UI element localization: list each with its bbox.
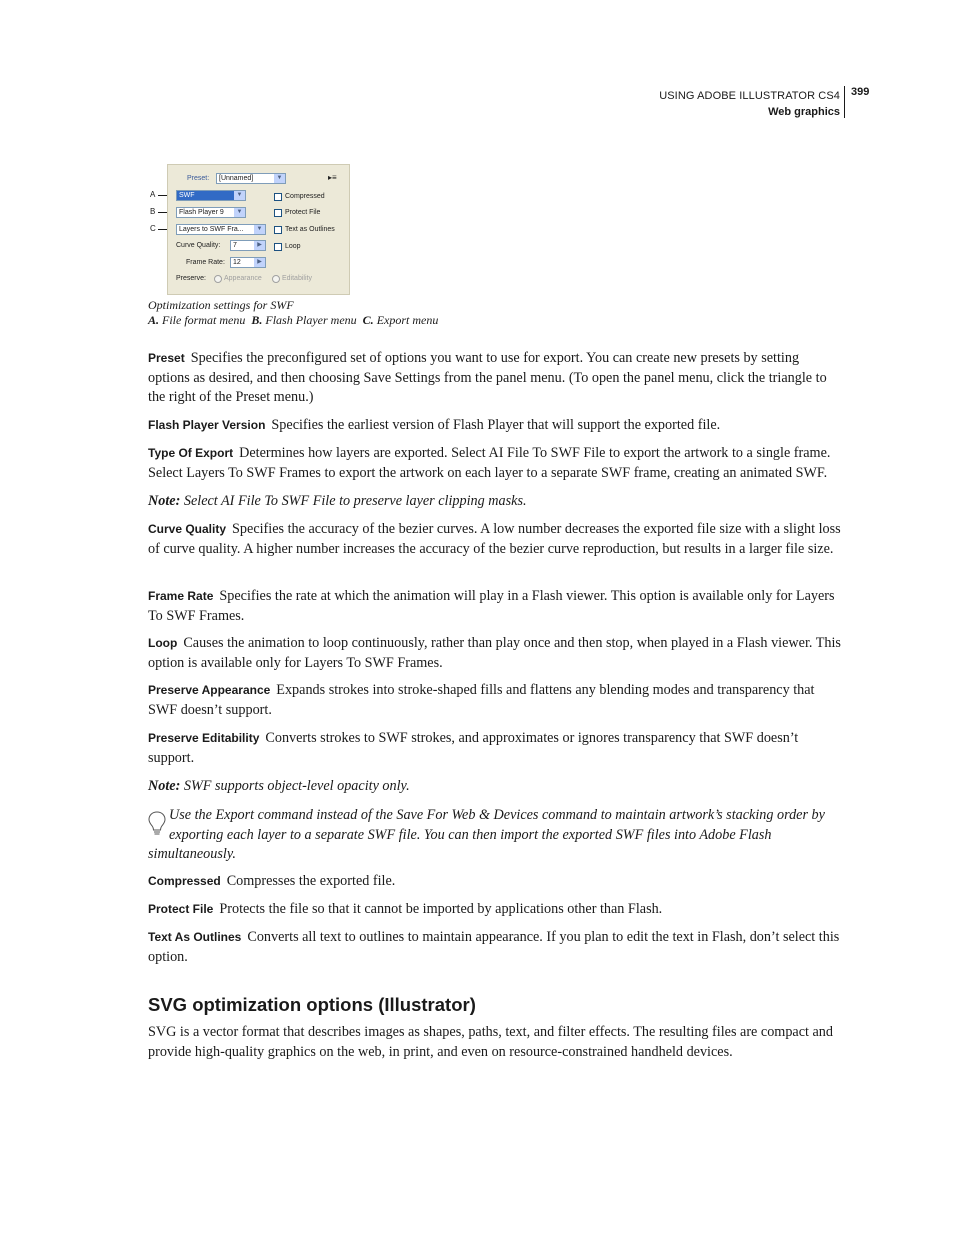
text-as-outlines-label: Text as Outlines xyxy=(285,226,335,233)
term-description: Specifies the rate at which the animation will play in a Flash viewer. This option is available only for Layers To SWF Frames. xyxy=(148,588,835,624)
flash-player-value: Flash Player 9 xyxy=(179,209,224,216)
definition-loop xyxy=(148,634,842,673)
chevron-down-icon: ▼ xyxy=(234,208,245,217)
section-body: SVG is a vector format that describes images as shapes, paths, text, and filter effects. The resulting files are compact and provide high-quality graphics on the web, in print, and even on resource-constrained handheld devices. xyxy=(148,1024,833,1060)
term-label: Type Of Export xyxy=(148,446,234,460)
tip-line-2: exporting each layer to a separate SWF file. You can then import the exported SWF files into Adobe Flash xyxy=(169,826,772,843)
tip-line-3: simultaneously. xyxy=(148,846,236,862)
term-description: Specifies the earliest version of Flash Player that will support the exported file. xyxy=(271,417,721,433)
definition-type-of-export xyxy=(148,444,842,483)
definition-preserve-appearance xyxy=(148,681,842,720)
term-description: Compresses the exported file. xyxy=(226,873,396,889)
term-label: Flash Player Version xyxy=(148,418,266,432)
header-divider xyxy=(844,86,845,118)
header-section: Web graphics xyxy=(768,106,840,118)
protect-file-checkbox[interactable] xyxy=(274,209,282,217)
text-as-outlines-checkbox[interactable] xyxy=(274,226,282,234)
appearance-radio[interactable] xyxy=(214,275,222,283)
caption-b-text: Flash Player menu xyxy=(265,313,357,327)
caption-a-key: A. xyxy=(148,313,160,327)
swf-options-dialog xyxy=(167,164,350,295)
compressed-checkbox[interactable] xyxy=(274,193,282,201)
frame-rate-input[interactable] xyxy=(230,257,266,268)
preset-select[interactable] xyxy=(216,173,286,184)
term-description: Converts strokes to SWF strokes, and approximates or ignores transparency that SWF doesn’t support. xyxy=(148,730,799,766)
callout-b: B xyxy=(150,207,156,216)
term-description: Converts all text to outlines to maintain appearance. If you plan to edit the text in Flash, don’t select this option. xyxy=(148,929,840,965)
protect-file-label: Protect File xyxy=(285,209,321,216)
preset-label: Preset: xyxy=(187,175,210,182)
term-label: Preserve Editability xyxy=(148,731,260,745)
tip-export-command xyxy=(148,806,842,865)
note-label: Note: xyxy=(148,778,181,794)
note-clipping-masks xyxy=(148,492,842,512)
curve-quality-value: 7 xyxy=(233,242,237,249)
chevron-down-icon: ▼ xyxy=(234,191,245,200)
note-text: Select AI File To SWF File to preserve layer clipping masks. xyxy=(183,493,527,509)
term-label: Loop xyxy=(148,636,178,650)
curve-quality-label: Curve Quality: xyxy=(176,242,221,249)
preset-select-value: [Unnamed] xyxy=(219,175,254,182)
term-description: Protects the file so that it cannot be imported by applications other than Flash. xyxy=(219,901,663,917)
callout-a: A xyxy=(150,190,156,199)
term-label: Protect File xyxy=(148,902,214,916)
definition-curve-quality xyxy=(148,520,842,559)
caption-c-text: Export menu xyxy=(376,313,439,327)
flash-player-select[interactable] xyxy=(176,207,246,218)
export-select[interactable] xyxy=(176,224,266,235)
file-format-select[interactable] xyxy=(176,190,246,201)
chevron-right-icon: ▶ xyxy=(254,241,265,250)
note-label: Note: xyxy=(148,493,181,509)
caption-a-text: File format menu xyxy=(162,313,246,327)
definition-protect-file xyxy=(148,900,842,920)
panel-menu-icon[interactable]: ▸≡ xyxy=(328,173,337,182)
page-number: 399 xyxy=(851,86,870,98)
export-value: Layers to SWF Fra... xyxy=(179,226,244,233)
term-label: Text As Outlines xyxy=(148,930,242,944)
frame-rate-value: 12 xyxy=(233,259,241,266)
chevron-down-icon: ▼ xyxy=(274,174,285,183)
running-header xyxy=(659,88,840,120)
term-label: Preserve Appearance xyxy=(148,683,271,697)
definition-flash-player-version xyxy=(148,416,842,436)
preserve-label: Preserve: xyxy=(176,275,206,282)
term-description: Specifies the preconfigured set of options you want to use for export. You can create new presets by setting options as desired, and then choosing Save Settings from the panel menu. (To open the panel menu, click the triangle to the right of the Preset menu.) xyxy=(148,350,827,405)
editability-label: Editability xyxy=(282,275,312,282)
chevron-right-icon: ▶ xyxy=(254,258,265,267)
chevron-down-icon: ▼ xyxy=(254,225,265,234)
figure-caption xyxy=(148,298,438,328)
loop-checkbox[interactable] xyxy=(274,243,282,251)
section-heading: SVG optimization options (Illustrator) xyxy=(148,994,476,1015)
term-description: Causes the animation to loop continuously, rather than play once and then stop, when played in a Flash viewer. This option is available only for Layers To SWF Frames. xyxy=(148,635,841,671)
callout-c: C xyxy=(150,224,156,233)
definition-preserve-editability xyxy=(148,729,842,768)
note-opacity xyxy=(148,777,842,797)
caption-b-key: B. xyxy=(251,313,263,327)
caption-title: Optimization settings for SWF xyxy=(148,298,294,312)
term-description: Determines how layers are exported. Select AI File To SWF File to export the artwork to a single frame. Select Layers To SWF Frames to export the artwork on each layer to a separate SWF frame, creating an animated SWF. xyxy=(148,445,831,481)
definition-compressed xyxy=(148,872,842,892)
definition-preset xyxy=(148,349,842,408)
term-description: Specifies the accuracy of the bezier curves. A low number decreases the exported file size with a slight loss of curve quality. A higher number increases the accuracy of the bezier curve reproduction, but results in a larger file size. xyxy=(148,521,841,557)
header-title: USING ADOBE ILLUSTRATOR CS4 xyxy=(659,90,840,102)
term-label: Frame Rate xyxy=(148,589,214,603)
curve-quality-input[interactable] xyxy=(230,240,266,251)
term-label: Curve Quality xyxy=(148,522,227,536)
term-label: Compressed xyxy=(148,874,221,888)
appearance-label: Appearance xyxy=(224,275,262,282)
tip-line-1: Use the Export command instead of the Save For Web & Devices command to maintain artwork’s stacking order by xyxy=(169,807,825,823)
caption-c-key: C. xyxy=(362,313,374,327)
note-text: SWF supports object-level opacity only. xyxy=(183,778,410,794)
caption-legend xyxy=(148,313,438,328)
editability-radio[interactable] xyxy=(272,275,280,283)
frame-rate-label: Frame Rate: xyxy=(186,259,225,266)
loop-label: Loop xyxy=(285,243,301,250)
file-format-value: SWF xyxy=(179,192,195,199)
compressed-label: Compressed xyxy=(285,193,325,200)
term-description: Expands strokes into stroke-shaped fills and flattens any blending modes and transparency that SWF doesn’t support. xyxy=(148,682,815,718)
term-label: Preset xyxy=(148,351,185,365)
definition-frame-rate xyxy=(148,587,842,626)
definition-text-as-outlines xyxy=(148,928,842,967)
